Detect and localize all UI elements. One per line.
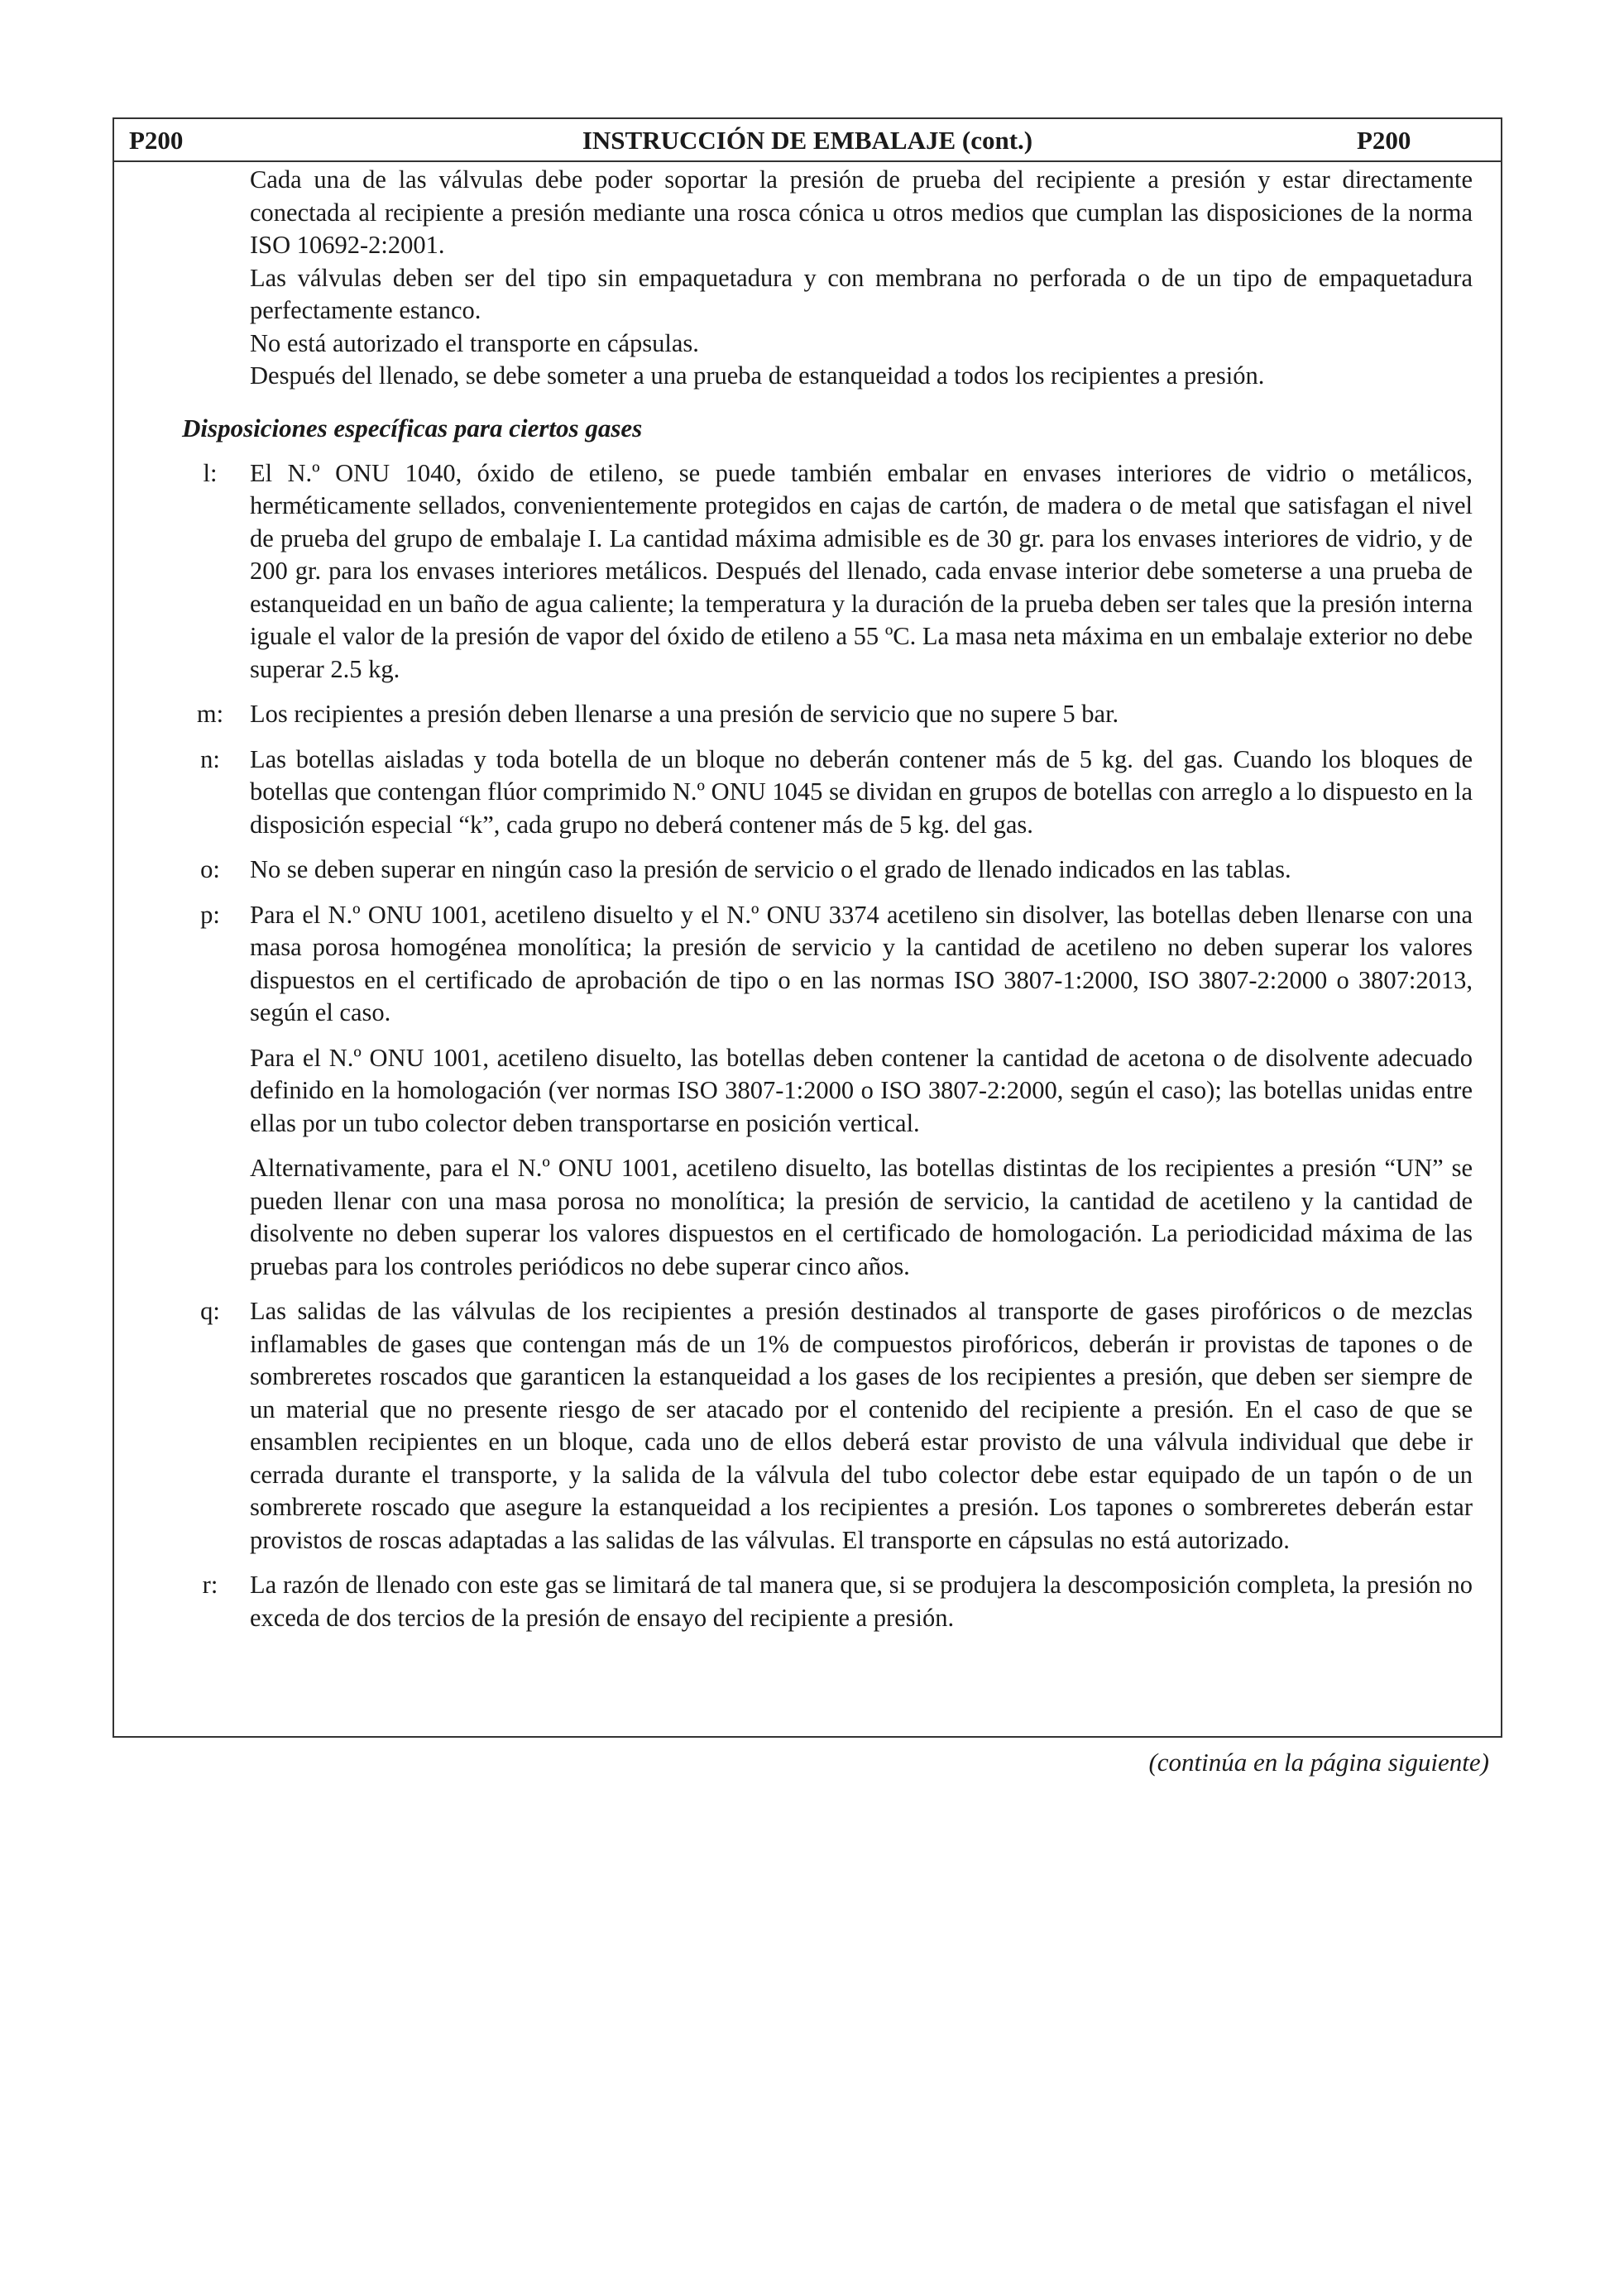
provision-paragraph: Las salidas de las válvulas de los recipientes a presión destinados al transporte de gases pirofóricos o de mezclas inflamables de gases que contengan más de un 1% de compuestos pirofóricos, deberán ir provistas de tapones o de sombreretes roscados que garanticen la estanqueidad a los gases de los recipientes a presión, que deben ser siempre de un material que no presente riesgo de ser atacado por el contenido del recipiente a presión. En el caso de que se ensamblen recipientes en un bloque, cada uno de ellos deberá estar provisto de una válvula individual que debe ir cerrada durante el transporte, y la salida de la válvula del tubo colector debe estar equipado de un tapón o de un sombrerete roscado que asegure la estanqueidad a los recipientes a presión. Los tapones o sombreretes deberán estar provistos de roscas adaptadas a las salidas de las válvulas. El transporte en cápsulas no está autorizado.: [250, 1297, 1473, 1554]
provision-paragraph: Alternativamente, para el N.º ONU 1001, acetileno disuelto, las botellas distintas de los recipientes a presión “UN” se pueden llenar con una masa porosa no monolítica; la presión de servicio, la cantidad de acetileno y la cantidad de disolvente no deben superar los valores dispuestos en el certificado de homologación. La periodicidad máxima de las pruebas para los controles periódicos no debe superar cinco años.: [250, 1154, 1473, 1280]
provision-paragraph: Para el N.º ONU 1001, acetileno disuelto, las botellas deben contener la cantidad de acetona o de disolvente adecuado definido en la homologación (ver normas ISO 3807-1:2000 o ISO 3807-2:2000, según el caso); las botellas unidas entre ellas por un tubo colector deben transportarse en posición vertical.: [250, 1043, 1473, 1137]
intro-paragraph: Cada una de las válvulas debe poder soportar la presión de prueba del recipiente a presión y estar directamente conectada al recipiente a presión mediante una rosca cónica u otros medios que cumplan las disposiciones de la norma ISO 10692-2:2001.: [250, 165, 1473, 259]
provision-text: [250, 1295, 1473, 1557]
instruction-table: [113, 117, 1502, 1738]
provision-item-o: [114, 854, 1501, 887]
provision-paragraph: Para el N.º ONU 1001, acetileno disuelto y el N.º ONU 3374 acetileno sin disolver, las botellas deben llenarse con una masa porosa homogénea monolítica; la presión de servicio y la cantidad de acetileno no deben superar los valores dispuestos en el certificado de aprobación de tipo o en las normas ISO 3807-1:2000, ISO 3807-2:2000 o 3807:2013, según el caso.: [250, 900, 1473, 1026]
provision-paragraph: No se deben superar en ningún caso la presión de servicio o el grado de llenado indicados en las tablas.: [250, 855, 1291, 883]
provision-text: [250, 854, 1473, 887]
provision-text: [250, 457, 1473, 686]
section-heading: Disposiciones específicas para ciertos gases: [182, 413, 643, 442]
provision-text: [250, 744, 1473, 842]
intro-paragraph: Las válvulas deben ser del tipo sin empaquetadura y con membrana no perforada o de un tipo de empaquetadura perfectamente estanco.: [250, 263, 1473, 324]
provision-item-p: [114, 899, 1501, 1284]
provision-paragraph: Las botellas aisladas y toda botella de un bloque no deberán contener más de 5 kg. del gas. Cuando los bloques de botellas que contengan flúor comprimido N.º ONU 1045 se dividan en grupos de botellas con arreglo a lo dispuesto en la disposición especial “k”, cada grupo no deberá contener más de 5 kg. del gas.: [250, 744, 1473, 839]
provision-letter: n:: [200, 744, 220, 773]
provision-text: [250, 899, 1473, 1284]
intro-paragraph: No está autorizado el transporte en cápsulas.: [250, 328, 699, 357]
table-body: [114, 164, 1501, 1634]
provision-letter: q:: [200, 1297, 220, 1325]
instruction-code-right: P200: [1357, 126, 1411, 155]
provision-item-n: [114, 744, 1501, 842]
provision-paragraph: Los recipientes a presión deben llenarse a una presión de servicio que no supere 5 bar.: [250, 700, 1119, 728]
provision-letter: p:: [200, 900, 220, 929]
instruction-code-left: P200: [129, 126, 184, 155]
provision-letter: r:: [202, 1571, 218, 1599]
provision-paragraph: La razón de llenado con este gas se limitará de tal manera que, si se produjera la descomposición completa, la presión no exceda de dos tercios de la presión de ensayo del recipiente a presión.: [250, 1571, 1473, 1632]
provision-paragraph: El N.º ONU 1040, óxido de etileno, se puede también embalar en envases interiores de vidrio o metálicos, herméticamente sellados, convenientemente protegidos en cajas de cartón, de madera o de metal que satisfagan el nivel de prueba del grupo de embalaje I. La cantidad máxima admisible es de 30 gr. para los envases interiores de vidrio, y de 200 gr. para los envases interiores metálicos. Después del llenado, cada envase interior debe someterse a una prueba de estanqueidad en un baño de agua caliente; la temperatura y la duración de la prueba deben ser tales que la presión interna iguale el valor de la presión de vapor del óxido de etileno a 55 ºC. La masa neta máxima en un embalaje exterior no debe superar 2.5 kg.: [250, 458, 1473, 683]
provision-letter: o:: [200, 855, 220, 883]
continued-note: (continúa en la página siguiente): [1148, 1748, 1489, 1777]
instruction-title: INSTRUCCIÓN DE EMBALAJE (cont.): [582, 126, 1033, 155]
provision-text: [250, 1569, 1473, 1634]
provision-item-q: [114, 1295, 1501, 1557]
intro-block: [250, 164, 1473, 393]
provision-letter: l:: [203, 458, 218, 487]
table-header: [114, 119, 1501, 162]
provision-text: [250, 698, 1473, 731]
intro-paragraph: Después del llenado, se debe someter a una prueba de estanqueidad a todos los recipientes a presión.: [250, 361, 1265, 390]
provision-letter: m:: [196, 700, 224, 728]
provision-item-l: [114, 457, 1501, 686]
provision-item-m: [114, 698, 1501, 731]
provision-item-r: [114, 1569, 1501, 1634]
